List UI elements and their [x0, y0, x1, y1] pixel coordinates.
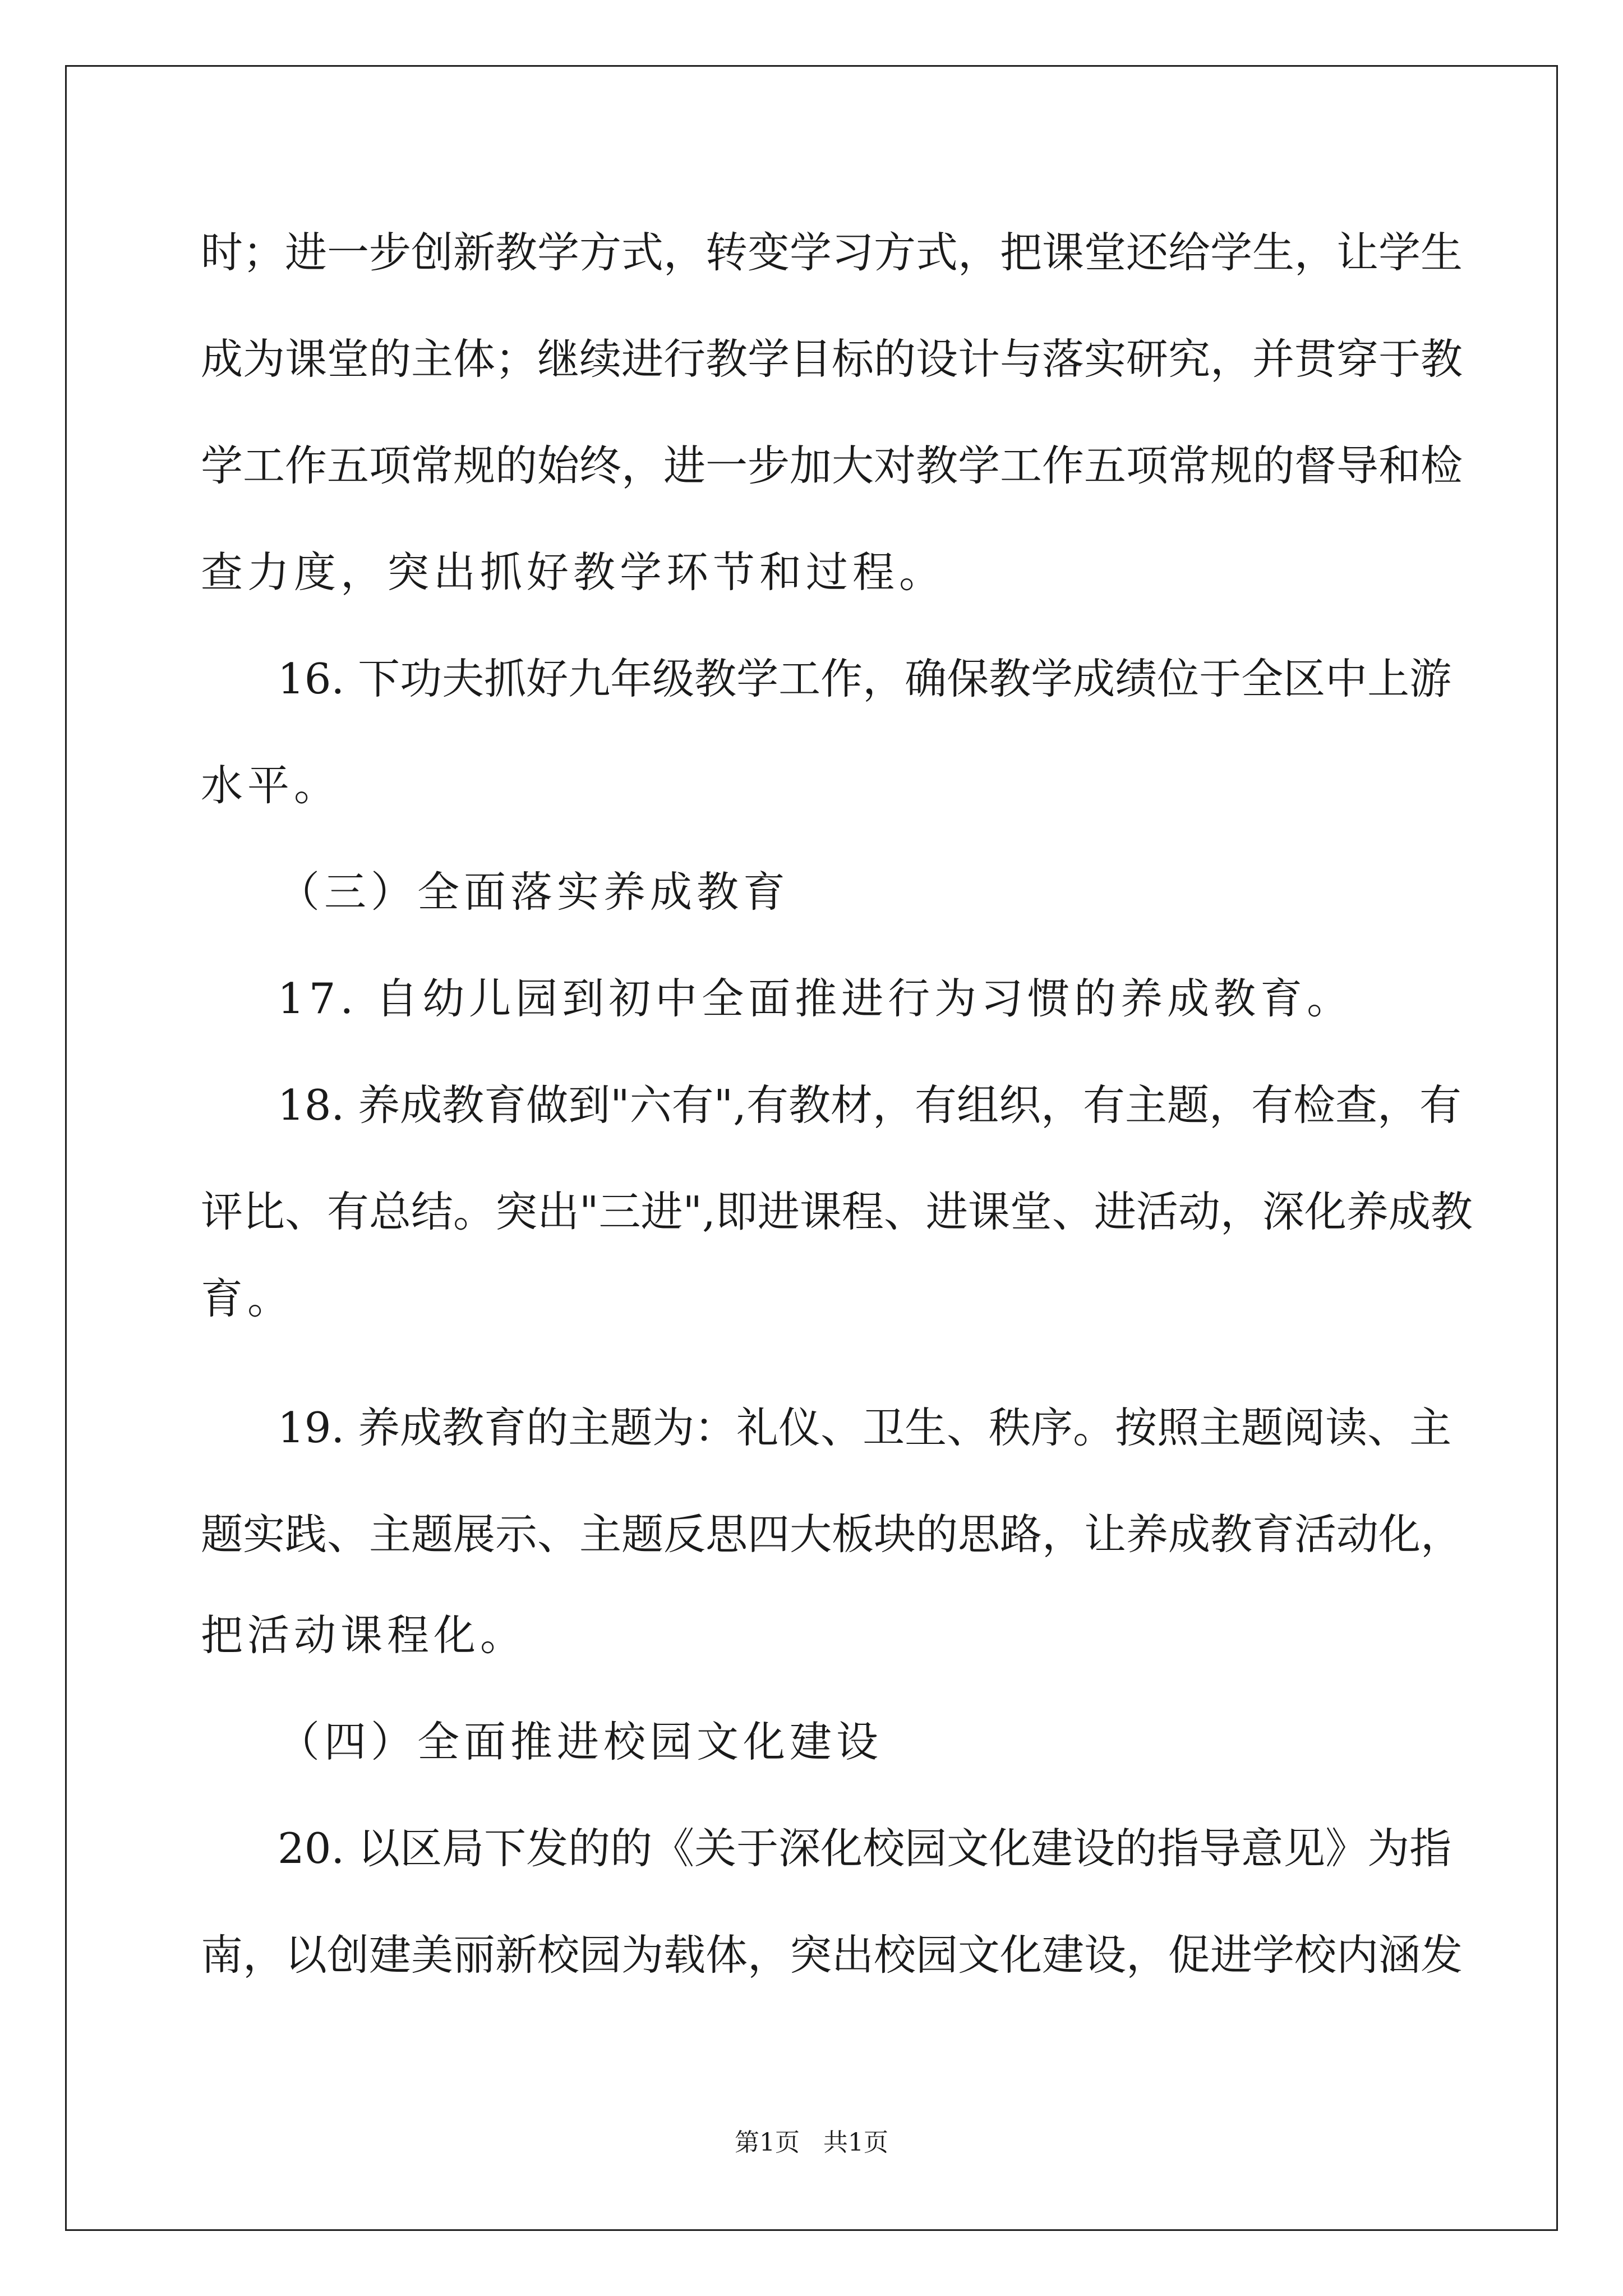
paragraph-line: 成为课堂的主体；继续进行教学目标的设计与落实研究，并贯穿于教	[201, 334, 1463, 384]
section-heading: （三）全面落实养成教育	[278, 867, 790, 917]
paragraph-line: 南，以创建美丽新校园为载体，突出校园文化建设，促进学校内涵发	[201, 1930, 1463, 1980]
paragraph-line: 18. 养成教育做到"六有",有教材，有组织，有主题，有检查，有	[278, 1080, 1461, 1130]
page-footer: 第1页 共1页	[735, 2128, 888, 2157]
paragraph-line: 水平。	[201, 761, 341, 810]
paragraph-line: 题实践、主题展示、主题反思四大板块的思路，让养成教育活动化，	[201, 1510, 1463, 1559]
paragraph-line: 时；进一步创新教学方式，转变学习方式，把课堂还给学生，让学生	[201, 228, 1463, 277]
page-border	[65, 65, 1558, 2231]
paragraph-line: 把活动课程化。	[201, 1611, 527, 1660]
section-heading: （四）全面推进校园文化建设	[278, 1717, 883, 1766]
paragraph-line: 育。	[201, 1274, 294, 1323]
paragraph-line: 20. 以区局下发的的《关于深化校园文化建设的指导意见》为指	[278, 1824, 1452, 1873]
paragraph-line: 17. 自幼儿园到初中全面推进行为习惯的养成教育。	[278, 974, 1354, 1023]
paragraph-line: 16. 下功夫抓好九年级教学工作，确保教学成绩位于全区中上游	[278, 654, 1452, 703]
paragraph-line: 学工作五项常规的始终，进一步加大对教学工作五项常规的督导和检	[201, 441, 1463, 490]
paragraph-line: 19. 养成教育的主题为：礼仪、卫生、秩序。按照主题阅读、主	[278, 1403, 1452, 1452]
paragraph-line: 评比、有总结。突出"三进",即进课程、进课堂、进活动，深化养成教	[201, 1187, 1473, 1236]
paragraph-line: 查力度，突出抓好教学环节和过程。	[201, 547, 946, 597]
